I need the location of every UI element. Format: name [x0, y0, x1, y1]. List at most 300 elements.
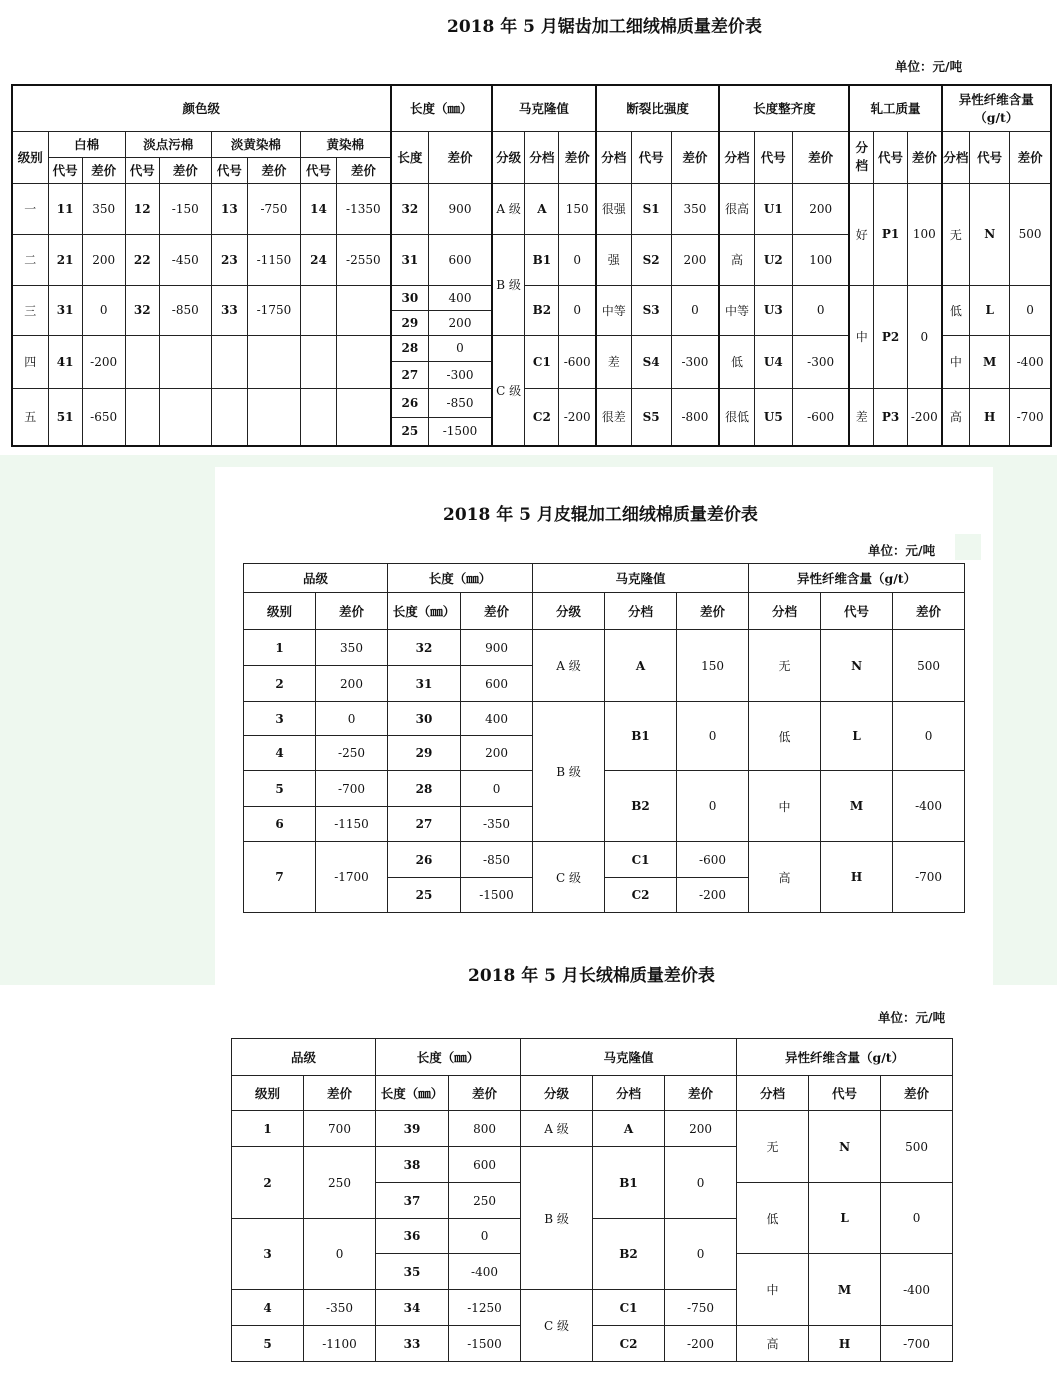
diff-cell: -650	[82, 388, 125, 446]
length-cell: 25	[391, 417, 429, 446]
length-cell: 35	[376, 1254, 449, 1290]
header-white-cotton: 白棉	[48, 131, 125, 157]
table2-title: 2018 年 5 月皮辊加工细绒棉质量差价表	[443, 505, 758, 525]
mic-tier-cell: B1	[525, 234, 559, 285]
ff-tier-cell: 高	[749, 842, 821, 913]
length-cell: 30	[388, 702, 461, 736]
code-cell	[300, 285, 336, 335]
diff-cell	[337, 285, 391, 335]
mic-tier-cell: C1	[593, 1290, 665, 1326]
ff-diff-cell: -400	[1010, 335, 1051, 388]
uniformity-diff-cell: -300	[792, 335, 849, 388]
empty-cell	[247, 388, 300, 446]
ff-diff-cell: 500	[881, 1111, 953, 1183]
length-diff-cell: 0	[461, 771, 533, 807]
prep-tier-cell: 好	[849, 183, 873, 285]
ff-tier-cell: 低	[749, 702, 821, 771]
code-cell: 31	[48, 285, 82, 335]
background-tint-left	[0, 455, 215, 985]
diff-cell: -1350	[337, 183, 391, 234]
header-micronaire: 马克隆值	[533, 564, 749, 593]
ff-tier-cell: 无	[942, 183, 970, 285]
mic-grade-cell: B 级	[492, 234, 525, 335]
length-cell: 31	[388, 666, 461, 702]
code-cell: 33	[211, 285, 247, 335]
mic-tier-cell: C1	[605, 842, 677, 878]
diff-cell: -1750	[247, 285, 300, 335]
header-diff: 差价	[677, 593, 749, 630]
header-length-col: 长度	[391, 131, 429, 183]
mic-diff-cell: 0	[677, 702, 749, 771]
ff-code-cell: N	[970, 183, 1010, 285]
length-cell: 26	[388, 842, 461, 878]
grade-diff-cell: 0	[304, 1219, 376, 1290]
mic-grade-cell: A 级	[492, 183, 525, 234]
strength-diff-cell: 0	[671, 285, 719, 335]
header-ff-tier: 分档	[942, 131, 970, 183]
header-mic-grade: 分级	[521, 1076, 593, 1111]
uniformity-tier-cell: 中等	[719, 285, 754, 335]
header-ff-diff: 差价	[1010, 131, 1051, 183]
length-cell: 29	[388, 736, 461, 771]
length-cell: 31	[391, 234, 429, 285]
mic-diff-cell: -750	[665, 1290, 737, 1326]
empty-cell	[337, 335, 391, 388]
background-tint-left-lower	[0, 925, 152, 985]
header-prep-code: 代号	[873, 131, 907, 183]
empty-cell	[247, 335, 300, 388]
header-prep-tier: 分 档	[849, 131, 873, 183]
header-diff: 差价	[881, 1076, 953, 1111]
mic-grade-cell: B 级	[533, 702, 605, 842]
mic-diff-cell: -600	[677, 842, 749, 878]
empty-cell	[159, 335, 211, 388]
ff-diff-cell: -700	[893, 842, 965, 913]
length-diff-cell: -400	[449, 1254, 521, 1290]
level-cell: 五	[12, 388, 48, 446]
diff-cell: -150	[159, 183, 211, 234]
length-cell: 37	[376, 1183, 449, 1219]
uniformity-tier-cell: 低	[719, 335, 754, 388]
header-diff: 差价	[159, 157, 211, 183]
strength-diff-cell: 200	[671, 234, 719, 285]
length-diff-cell: 0	[429, 335, 492, 361]
length-cell: 28	[388, 771, 461, 807]
mic-grade-cell: C 级	[533, 842, 605, 913]
grade-cell: 6	[244, 807, 316, 842]
length-diff-cell: 900	[429, 183, 492, 234]
ff-code-cell: L	[809, 1183, 881, 1254]
table2-roller-ginned-price-table	[243, 563, 965, 913]
uniformity-tier-cell: 很高	[719, 183, 754, 234]
header-foreign-fiber: 异性纤维含量（g/t）	[942, 85, 1051, 131]
header-length: 长度（㎜）	[376, 1039, 521, 1076]
mic-tier-cell: A	[605, 630, 677, 702]
mic-diff-cell: 150	[559, 183, 596, 234]
code-cell: 12	[125, 183, 159, 234]
length-diff-cell: 600	[449, 1147, 521, 1183]
code-cell: 23	[211, 234, 247, 285]
ff-code-cell: N	[809, 1111, 881, 1183]
grade-diff-cell: 250	[304, 1147, 376, 1219]
length-diff-cell: -1250	[449, 1290, 521, 1326]
mic-diff-cell: 0	[665, 1147, 737, 1219]
uniformity-diff-cell: 0	[792, 285, 849, 335]
header-diff: 差价	[316, 593, 388, 630]
uniformity-diff-cell: 100	[792, 234, 849, 285]
ff-tier-cell: 无	[749, 630, 821, 702]
header-ff-tier: 分档	[737, 1076, 809, 1111]
diff-cell: -200	[82, 335, 125, 388]
strength-tier-cell: 差	[596, 335, 631, 388]
header-micronaire: 马克隆值	[521, 1039, 737, 1076]
diff-cell: -750	[247, 183, 300, 234]
ff-code-cell: H	[809, 1326, 881, 1362]
ff-code-cell: L	[970, 285, 1010, 335]
length-diff-cell: 200	[429, 310, 492, 335]
background-tint-top	[215, 455, 993, 467]
header-code: 代号	[48, 157, 82, 183]
length-cell: 38	[376, 1147, 449, 1183]
grade-cell: 3	[244, 702, 316, 736]
code-cell: 21	[48, 234, 82, 285]
ff-diff-cell: -400	[893, 771, 965, 842]
strength-code-cell: S5	[631, 388, 671, 446]
mic-grade-cell: A 级	[533, 630, 605, 702]
uniformity-code-cell: U3	[754, 285, 792, 335]
header-length: 长度（㎜）	[391, 85, 492, 131]
header-ff-tier: 分档	[749, 593, 821, 630]
mic-diff-cell: 0	[559, 234, 596, 285]
uniformity-code-cell: U4	[754, 335, 792, 388]
uniformity-tier-cell: 很低	[719, 388, 754, 446]
mic-tier-cell: B2	[593, 1219, 665, 1290]
mic-tier-cell: B2	[605, 771, 677, 842]
length-diff-cell: -1500	[461, 878, 533, 913]
uniformity-diff-cell: -600	[792, 388, 849, 446]
grade-cell: 3	[232, 1219, 304, 1290]
ff-tier-cell: 高	[942, 388, 970, 446]
length-diff-cell: -1500	[449, 1326, 521, 1362]
strength-diff-cell: -800	[671, 388, 719, 446]
header-length-col: 长度（㎜）	[376, 1076, 449, 1111]
header-grade: 品级	[244, 564, 388, 593]
header-yellow-stained: 黄染棉	[300, 131, 390, 157]
mic-tier-cell: A	[593, 1111, 665, 1147]
strength-tier-cell: 很差	[596, 388, 631, 446]
ff-diff-cell: -700	[1010, 388, 1051, 446]
prep-code-cell: P3	[873, 388, 907, 446]
grade-diff-cell: 350	[316, 630, 388, 666]
grade-diff-cell: 700	[304, 1111, 376, 1147]
ff-diff-cell: 0	[1010, 285, 1051, 335]
ff-code-cell: M	[970, 335, 1010, 388]
mic-tier-cell: C2	[605, 878, 677, 913]
length-diff-cell: 250	[449, 1183, 521, 1219]
grade-diff-cell: 0	[316, 702, 388, 736]
code-cell: 22	[125, 234, 159, 285]
grade-cell: 1	[232, 1111, 304, 1147]
header-uniformity: 长度整齐度	[719, 85, 849, 131]
length-cell: 36	[376, 1219, 449, 1254]
mic-tier-cell: C1	[525, 335, 559, 388]
mic-grade-cell: C 级	[492, 335, 525, 446]
uniformity-code-cell: U1	[754, 183, 792, 234]
ff-code-cell: H	[970, 388, 1010, 446]
ff-tier-cell: 低	[942, 285, 970, 335]
strength-code-cell: S1	[631, 183, 671, 234]
mic-diff-cell: 200	[665, 1111, 737, 1147]
empty-cell	[211, 388, 247, 446]
header-strength: 断裂比强度	[596, 85, 719, 131]
empty-cell	[125, 335, 159, 388]
uniformity-code-cell: U5	[754, 388, 792, 446]
ff-code-cell: L	[821, 702, 893, 771]
length-diff-cell: 600	[429, 234, 492, 285]
header-ff-code: 代号	[821, 593, 893, 630]
header-uni-diff: 差价	[792, 131, 849, 183]
diff-cell: -850	[159, 285, 211, 335]
header-diff: 差价	[304, 1076, 376, 1111]
background-tint-right	[993, 455, 1057, 985]
length-cell: 27	[388, 807, 461, 842]
length-cell: 25	[388, 878, 461, 913]
length-cell: 29	[391, 310, 429, 335]
length-cell: 30	[391, 285, 429, 310]
length-diff-cell: -350	[461, 807, 533, 842]
header-diff: 差价	[247, 157, 300, 183]
length-diff-cell: -850	[429, 388, 492, 417]
header-mic-grade: 分级	[533, 593, 605, 630]
mic-tier-cell: B1	[593, 1147, 665, 1219]
header-mic-tier: 分档	[605, 593, 677, 630]
code-cell: 11	[48, 183, 82, 234]
table1-title: 2018 年 5 月锯齿加工细绒棉质量差价表	[447, 17, 762, 37]
uniformity-diff-cell: 200	[792, 183, 849, 234]
header-diff: 差价	[82, 157, 125, 183]
grade-cell: 4	[232, 1290, 304, 1326]
diff-cell: -2550	[337, 234, 391, 285]
header-length: 长度（㎜）	[388, 564, 533, 593]
table1-saw-ginned-price-table	[11, 84, 1052, 447]
header-code: 代号	[211, 157, 247, 183]
empty-cell	[337, 388, 391, 446]
strength-diff-cell: -300	[671, 335, 719, 388]
header-ff-code: 代号	[970, 131, 1010, 183]
mic-tier-cell: C2	[593, 1326, 665, 1362]
diff-cell: 0	[82, 285, 125, 335]
grade-diff-cell: -700	[316, 771, 388, 807]
header-light-spotted: 淡点污棉	[125, 131, 211, 157]
mic-diff-cell: 0	[677, 771, 749, 842]
mic-diff-cell: -600	[559, 335, 596, 388]
prep-diff-cell: -200	[908, 388, 942, 446]
header-diff: 差价	[893, 593, 965, 630]
length-diff-cell: 900	[461, 630, 533, 666]
strength-code-cell: S4	[631, 335, 671, 388]
header-code: 代号	[300, 157, 336, 183]
length-diff-cell: 600	[461, 666, 533, 702]
table3-unit: 单位：元/吨	[878, 1010, 946, 1025]
header-mic-grade: 分级	[492, 131, 525, 183]
diff-cell: 350	[82, 183, 125, 234]
table1-unit: 单位：元/吨	[895, 59, 963, 74]
length-diff-cell: 200	[461, 736, 533, 771]
header-light-yellow: 淡黄染棉	[211, 131, 300, 157]
diff-cell: -450	[159, 234, 211, 285]
prep-code-cell: P1	[873, 183, 907, 285]
grade-diff-cell: 200	[316, 666, 388, 702]
grade-cell: 1	[244, 630, 316, 666]
ff-diff-cell: 500	[1010, 183, 1051, 285]
grade-diff-cell: -1100	[304, 1326, 376, 1362]
header-diff: 差价	[665, 1076, 737, 1111]
ff-diff-cell: 0	[881, 1183, 953, 1254]
ff-code-cell: H	[821, 842, 893, 913]
ff-tier-cell: 低	[737, 1183, 809, 1254]
header-preparation: 轧工质量	[849, 85, 941, 131]
ff-code-cell: M	[809, 1254, 881, 1326]
grade-cell: 4	[244, 736, 316, 771]
header-color-grade: 颜色级	[12, 85, 391, 131]
header-prep-diff: 差价	[908, 131, 942, 183]
ff-code-cell: M	[821, 771, 893, 842]
table3-title: 2018 年 5 月长绒棉质量差价表	[468, 966, 715, 986]
mic-diff-cell: -200	[677, 878, 749, 913]
length-cell: 32	[391, 183, 429, 234]
level-cell: 一	[12, 183, 48, 234]
mic-grade-cell: C 级	[521, 1290, 593, 1362]
header-mic-tier: 分档	[525, 131, 559, 183]
header-level: 级别	[232, 1076, 304, 1111]
ff-tier-cell: 无	[737, 1111, 809, 1183]
uniformity-tier-cell: 高	[719, 234, 754, 285]
length-diff-cell: -300	[429, 361, 492, 388]
header-mic-diff: 差价	[559, 131, 596, 183]
header-str-code: 代号	[631, 131, 671, 183]
header-ff-code: 代号	[809, 1076, 881, 1111]
code-cell: 13	[211, 183, 247, 234]
ff-diff-cell: -700	[881, 1326, 953, 1362]
code-cell: 51	[48, 388, 82, 446]
diff-cell: -1150	[247, 234, 300, 285]
header-diff: 差价	[337, 157, 391, 183]
level-cell: 二	[12, 234, 48, 285]
code-cell: 41	[48, 335, 82, 388]
prep-tier-cell: 中	[849, 285, 873, 388]
length-cell: 27	[391, 361, 429, 388]
code-cell: 14	[300, 183, 336, 234]
header-uni-tier: 分档	[719, 131, 754, 183]
mic-grade-cell: A 级	[521, 1111, 593, 1147]
length-diff-cell: 800	[449, 1111, 521, 1147]
mic-tier-cell: A	[525, 183, 559, 234]
length-cell: 32	[388, 630, 461, 666]
length-cell: 33	[376, 1326, 449, 1362]
code-cell: 24	[300, 234, 336, 285]
table3-long-staple-price-table	[231, 1038, 953, 1362]
mic-tier-cell: B2	[525, 285, 559, 335]
length-diff-cell: 0	[449, 1219, 521, 1254]
header-str-diff: 差价	[671, 131, 719, 183]
ff-tier-cell: 中	[749, 771, 821, 842]
length-diff-cell: 400	[429, 285, 492, 310]
empty-cell	[159, 388, 211, 446]
mic-diff-cell: -200	[665, 1326, 737, 1362]
header-foreign-fiber: 异性纤维含量（g/t）	[749, 564, 965, 593]
level-cell: 四	[12, 335, 48, 388]
ff-diff-cell: 500	[893, 630, 965, 702]
length-cell: 39	[376, 1111, 449, 1147]
strength-tier-cell: 中等	[596, 285, 631, 335]
grade-cell: 5	[232, 1326, 304, 1362]
grade-diff-cell: -1150	[316, 807, 388, 842]
header-str-tier: 分档	[596, 131, 631, 183]
header-micronaire: 马克隆值	[492, 85, 596, 131]
uniformity-code-cell: U2	[754, 234, 792, 285]
grade-cell: 2	[244, 666, 316, 702]
prep-tier-cell: 差	[849, 388, 873, 446]
header-uni-code: 代号	[754, 131, 792, 183]
empty-cell	[125, 388, 159, 446]
header-level: 级别	[244, 593, 316, 630]
mic-tier-cell: B1	[605, 702, 677, 771]
empty-cell	[300, 335, 336, 388]
prep-diff-cell: 0	[908, 285, 942, 388]
background-tint-patch	[955, 534, 981, 560]
header-level: 级别	[12, 131, 48, 183]
ff-code-cell: N	[821, 630, 893, 702]
header-length-col: 长度（㎜）	[388, 593, 461, 630]
header-diff: 差价	[461, 593, 533, 630]
level-cell: 三	[12, 285, 48, 335]
table2-unit: 单位：元/吨	[868, 543, 936, 558]
grade-cell: 2	[232, 1147, 304, 1219]
ff-diff-cell: -400	[881, 1254, 953, 1326]
header-length-diff: 差价	[429, 131, 492, 183]
strength-diff-cell: 350	[671, 183, 719, 234]
length-diff-cell: 400	[461, 702, 533, 736]
grade-cell: 5	[244, 771, 316, 807]
prep-diff-cell: 100	[908, 183, 942, 285]
mic-tier-cell: C2	[525, 388, 559, 446]
ff-tier-cell: 中	[942, 335, 970, 388]
mic-diff-cell: 0	[665, 1219, 737, 1290]
mic-diff-cell: -200	[559, 388, 596, 446]
ff-diff-cell: 0	[893, 702, 965, 771]
header-mic-tier: 分档	[593, 1076, 665, 1111]
strength-code-cell: S3	[631, 285, 671, 335]
length-diff-cell: -850	[461, 842, 533, 878]
diff-cell: 200	[82, 234, 125, 285]
length-cell: 28	[391, 335, 429, 361]
grade-diff-cell: -1700	[316, 842, 388, 913]
length-cell: 26	[391, 388, 429, 417]
ff-tier-cell: 高	[737, 1326, 809, 1362]
length-diff-cell: -1500	[429, 417, 492, 446]
ff-tier-cell: 中	[737, 1254, 809, 1326]
header-grade: 品级	[232, 1039, 376, 1076]
grade-diff-cell: -350	[304, 1290, 376, 1326]
empty-cell	[211, 335, 247, 388]
header-diff: 差价	[449, 1076, 521, 1111]
prep-code-cell: P2	[873, 285, 907, 388]
grade-cell: 7	[244, 842, 316, 913]
grade-diff-cell: -250	[316, 736, 388, 771]
header-code: 代号	[125, 157, 159, 183]
empty-cell	[300, 388, 336, 446]
strength-code-cell: S2	[631, 234, 671, 285]
